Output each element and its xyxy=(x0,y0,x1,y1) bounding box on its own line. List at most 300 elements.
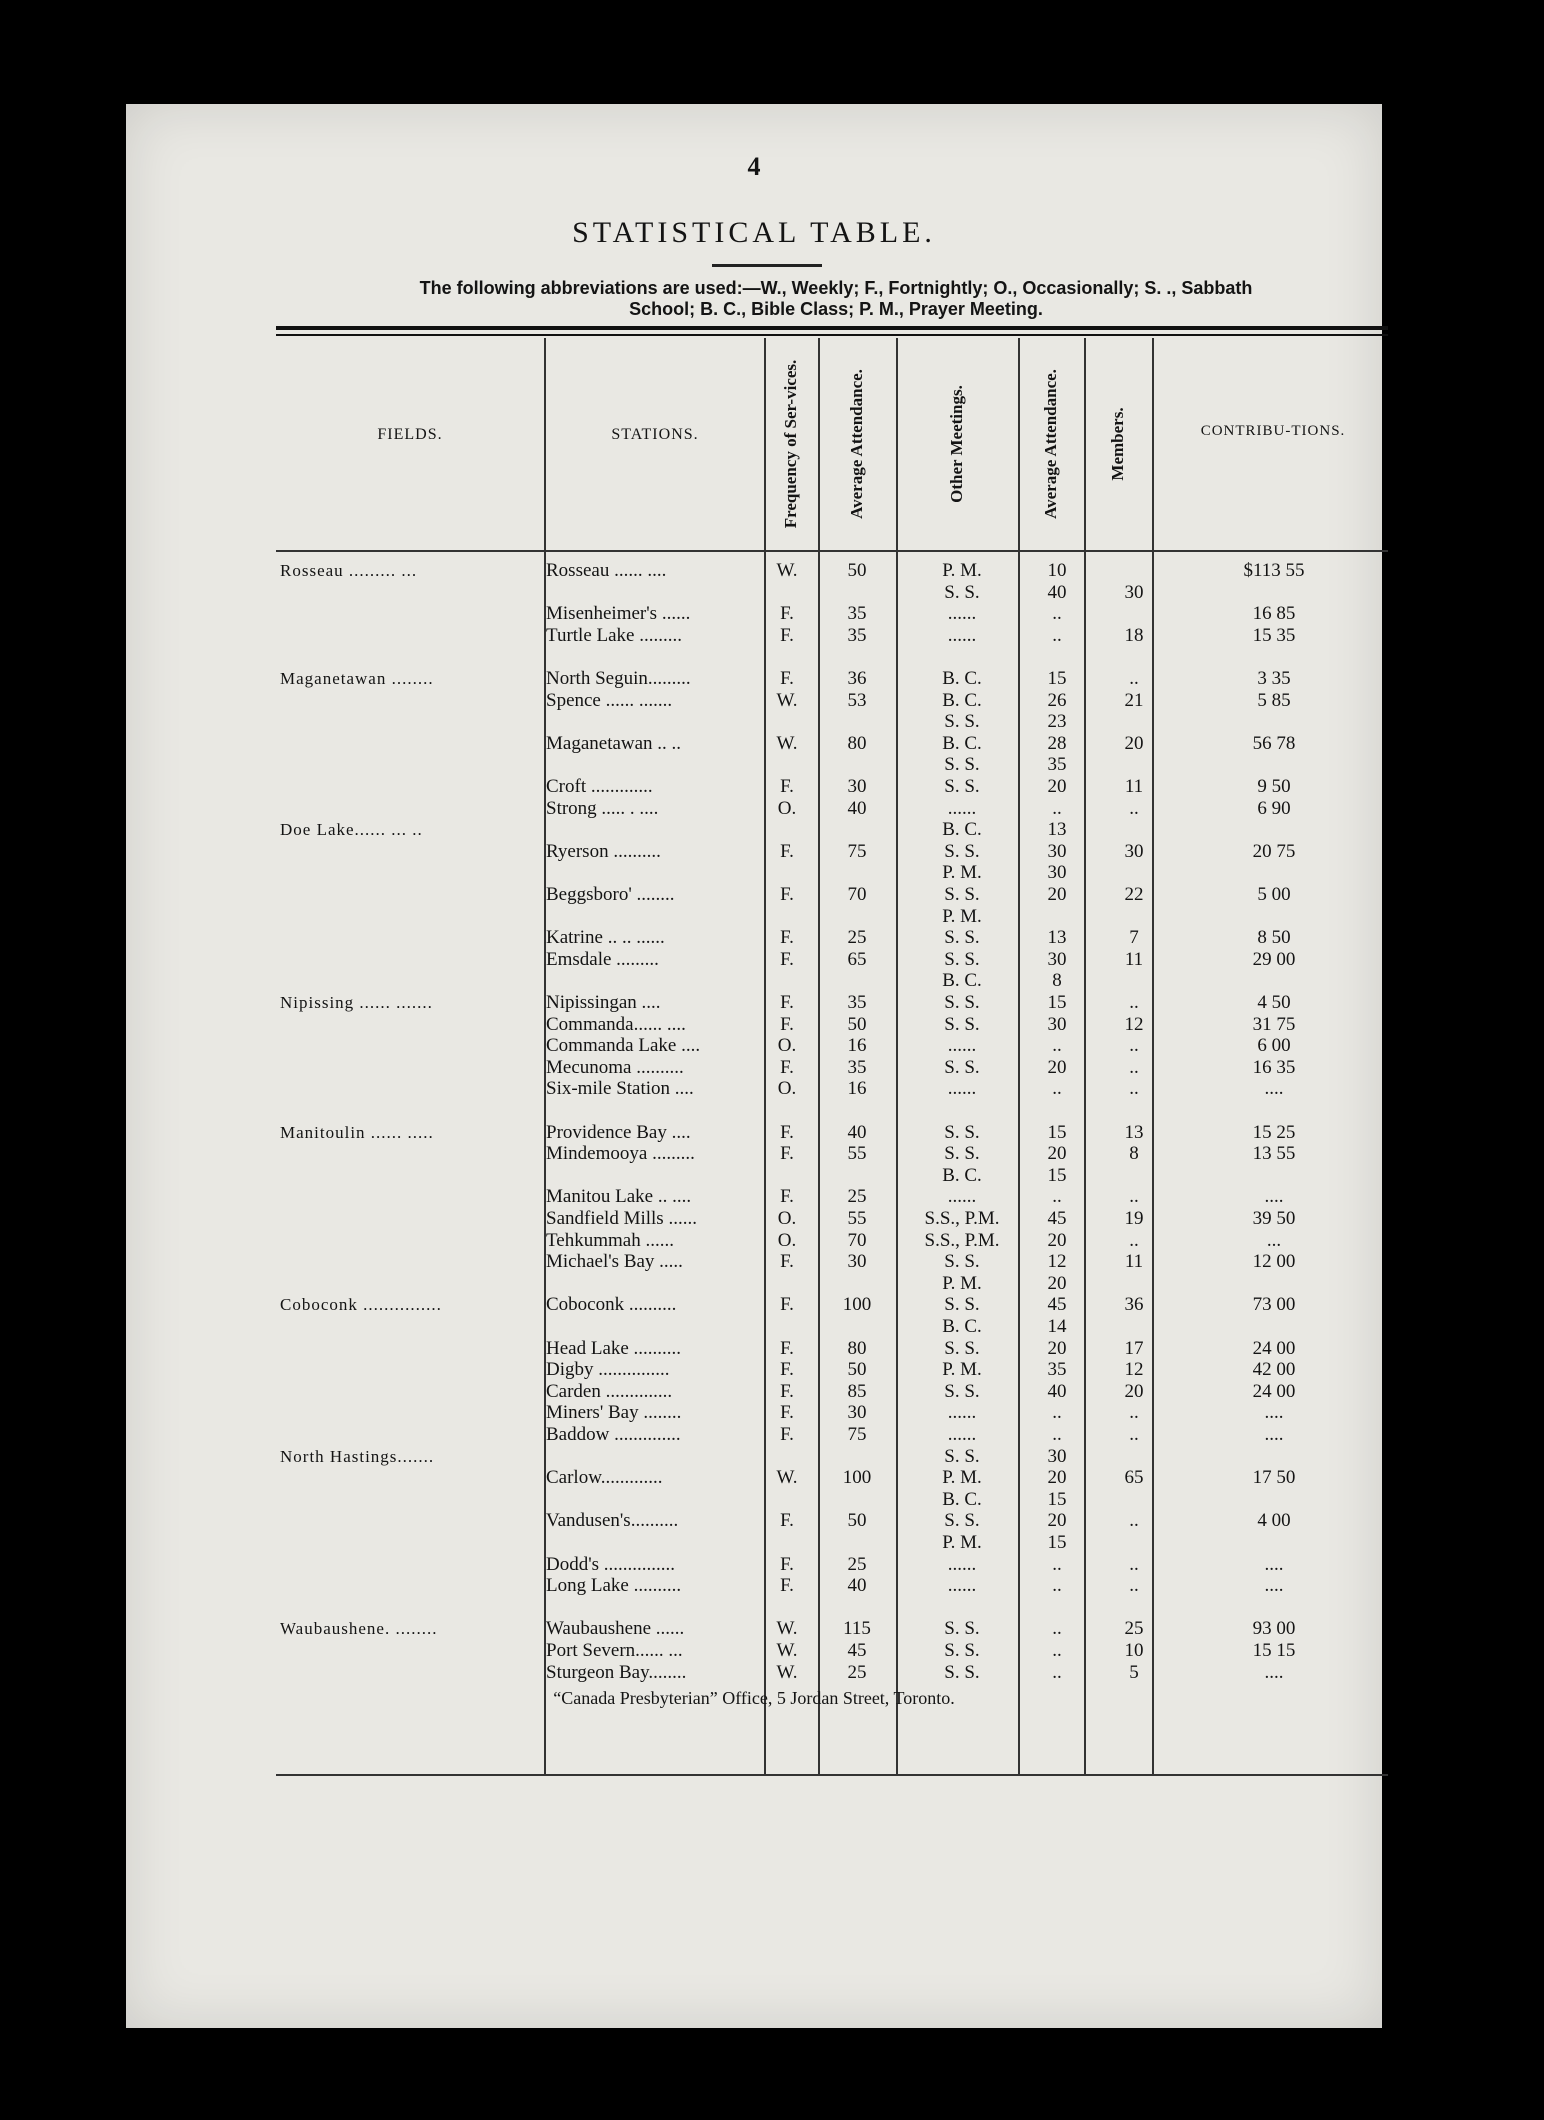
members-cell: 12 xyxy=(1124,1013,1144,1035)
table-row xyxy=(276,1100,1388,1122)
other-meetings-cell: S. S. xyxy=(944,884,980,905)
members-cell: .. xyxy=(1129,1402,1139,1424)
other-meetings-cell: B. C. xyxy=(942,668,982,689)
station-cell: Rosseau ...... .... xyxy=(546,560,667,581)
frequency-cell: F. xyxy=(780,776,794,797)
contributions-cell: .... xyxy=(1264,1661,1284,1683)
header-frequency: Frequency of Ser-vices. xyxy=(781,359,800,529)
other-meetings-cell: ...... xyxy=(947,603,977,625)
abbreviations-line-2: School; B. C., Bible Class; P. M., Prayer Meeting. xyxy=(629,299,1043,319)
other-attendance-cell: 30 xyxy=(1047,1445,1067,1467)
other-meetings-cell: P. M. xyxy=(942,1532,982,1553)
table-row xyxy=(276,668,1388,690)
frequency-cell: F. xyxy=(780,624,794,646)
header-members: Members. xyxy=(1108,407,1127,481)
field-cell: Nipissing ...... ....... xyxy=(280,993,433,1012)
station-cell: Head Lake .......... xyxy=(546,1337,682,1359)
contributions-cell: 3 35 xyxy=(1257,668,1291,689)
attendance-cell: 80 xyxy=(847,732,867,754)
attendance-cell: 35 xyxy=(847,1056,867,1078)
other-meetings-cell: S. S. xyxy=(944,1510,980,1532)
attendance-cell: 35 xyxy=(847,603,867,625)
members-cell: .. xyxy=(1129,1186,1139,1208)
other-attendance-cell: 40 xyxy=(1047,1380,1067,1402)
frequency-cell: F. xyxy=(780,1510,794,1532)
members-cell: 25 xyxy=(1124,1618,1144,1640)
station-cell: Spence ...... ....... xyxy=(546,689,673,711)
contributions-cell: .... xyxy=(1264,1402,1284,1424)
other-attendance-cell: 12 xyxy=(1047,1251,1067,1273)
other-attendance-cell: 20 xyxy=(1047,1056,1067,1078)
other-meetings-cell: ...... xyxy=(947,797,977,819)
frequency-cell: F. xyxy=(780,1424,794,1445)
frequency-cell: F. xyxy=(780,1402,794,1424)
header-other-meetings: Other Meetings. xyxy=(947,385,966,503)
other-attendance-cell: .. xyxy=(1052,603,1062,625)
other-attendance-cell: 15 xyxy=(1047,1532,1067,1553)
frequency-cell: W. xyxy=(776,1618,798,1640)
other-attendance-cell: 23 xyxy=(1047,711,1067,733)
attendance-cell: 115 xyxy=(843,1618,871,1640)
contributions-cell: 8 50 xyxy=(1257,927,1291,949)
other-meetings-cell: S. S. xyxy=(944,1445,980,1467)
frequency-cell: F. xyxy=(780,1359,794,1381)
page-footer: “Canada Presbyterian” Office, 5 Jordan Street, Toronto. xyxy=(553,1688,955,1708)
table-row xyxy=(276,927,1388,949)
frequency-cell: W. xyxy=(776,1640,798,1661)
frequency-cell: O. xyxy=(777,1229,797,1251)
table-row xyxy=(276,560,1388,582)
station-cell: Carlow............. xyxy=(546,1467,663,1489)
station-cell: Michael's Bay ..... xyxy=(546,1251,683,1273)
other-attendance-cell: 13 xyxy=(1047,927,1067,949)
other-meetings-cell: S. S. xyxy=(944,1640,980,1661)
attendance-cell: 80 xyxy=(847,1337,867,1359)
table-row xyxy=(276,1057,1388,1079)
table-row xyxy=(276,1251,1388,1273)
attendance-cell: 70 xyxy=(847,1229,867,1251)
other-attendance-cell: 8 xyxy=(1052,970,1062,992)
attendance-cell: 50 xyxy=(847,560,867,581)
other-meetings-cell: P. M. xyxy=(942,560,982,581)
members-cell: .. xyxy=(1129,668,1139,689)
table-row xyxy=(276,1618,1388,1640)
contributions-cell: 16 85 xyxy=(1252,603,1296,625)
station-cell: Baddow .............. xyxy=(546,1424,681,1445)
station-cell: Beggsboro' ........ xyxy=(546,884,675,905)
other-attendance-cell: 20 xyxy=(1047,1337,1067,1359)
page-number: 4 xyxy=(747,152,761,181)
station-cell: Commanda Lake .... xyxy=(546,1035,701,1057)
station-cell: Emsdale ......... xyxy=(546,948,659,970)
members-cell: 13 xyxy=(1124,1121,1144,1143)
table-row xyxy=(276,819,1388,841)
station-cell: Sturgeon Bay........ xyxy=(546,1661,687,1683)
station-cell: Manitou Lake .. .... xyxy=(546,1186,692,1208)
station-cell: Mindemooya ......... xyxy=(546,1143,695,1165)
frequency-cell: F. xyxy=(780,668,794,689)
table-row xyxy=(276,1424,1388,1446)
other-meetings-cell: P. M. xyxy=(942,1467,982,1489)
other-attendance-cell: .. xyxy=(1052,1640,1062,1661)
field-cell: Rosseau ......... ... xyxy=(280,561,418,580)
other-attendance-cell: 15 xyxy=(1047,1488,1067,1510)
frequency-cell: F. xyxy=(780,1251,794,1273)
frequency-cell: W. xyxy=(776,689,798,711)
other-meetings-cell: ...... xyxy=(947,1186,977,1208)
station-cell: Miners' Bay ........ xyxy=(546,1402,682,1424)
other-meetings-cell: P. M. xyxy=(942,1359,982,1381)
attendance-cell: 55 xyxy=(847,1143,867,1165)
other-meetings-cell: B. C. xyxy=(942,1488,982,1510)
members-cell: 5 xyxy=(1129,1661,1139,1683)
attendance-cell: 25 xyxy=(847,1661,867,1683)
other-meetings-cell: ...... xyxy=(947,1402,977,1424)
table-row xyxy=(276,1381,1388,1403)
attendance-cell: 36 xyxy=(847,668,867,689)
station-cell: Vandusen's.......... xyxy=(546,1510,679,1532)
other-meetings-cell: ...... xyxy=(947,624,977,646)
other-meetings-cell: S. S. xyxy=(944,1056,980,1078)
members-cell: 18 xyxy=(1124,624,1144,646)
frequency-cell: F. xyxy=(780,840,794,862)
contributions-cell: 16 35 xyxy=(1252,1056,1296,1078)
table-row xyxy=(276,798,1388,820)
frequency-cell: F. xyxy=(780,1143,794,1165)
frequency-cell: F. xyxy=(780,1575,794,1597)
station-cell: Carden .............. xyxy=(546,1380,673,1402)
station-cell: Turtle Lake ......... xyxy=(546,624,682,646)
attendance-cell: 30 xyxy=(847,776,867,797)
table-row xyxy=(276,1338,1388,1360)
field-cell: Maganetawan ........ xyxy=(280,669,434,688)
other-attendance-cell: .. xyxy=(1052,1186,1062,1208)
members-cell: 30 xyxy=(1124,840,1144,862)
frequency-cell: W. xyxy=(776,732,798,754)
frequency-cell: O. xyxy=(777,1035,797,1057)
contributions-cell: 15 35 xyxy=(1252,624,1296,646)
attendance-cell: 50 xyxy=(847,1013,867,1035)
attendance-cell: 35 xyxy=(847,624,867,646)
table-row xyxy=(276,1078,1388,1100)
other-attendance-cell: 30 xyxy=(1047,948,1067,970)
other-attendance-cell: 30 xyxy=(1047,840,1067,862)
members-cell: .. xyxy=(1129,992,1139,1013)
other-meetings-cell: P. M. xyxy=(942,1272,982,1294)
frequency-cell: F. xyxy=(780,1380,794,1402)
members-cell: 19 xyxy=(1124,1208,1144,1229)
contributions-cell: 13 55 xyxy=(1252,1143,1296,1165)
other-attendance-cell: 40 xyxy=(1047,581,1067,603)
frequency-cell: O. xyxy=(777,1208,797,1229)
table-row xyxy=(276,1640,1388,1662)
table-row xyxy=(276,690,1388,712)
other-meetings-cell: P. M. xyxy=(942,862,982,884)
table-row xyxy=(276,906,1388,928)
members-cell: 36 xyxy=(1124,1294,1144,1316)
header-contributions: CONTRIBU-TIONS. xyxy=(1200,423,1346,439)
table-row xyxy=(276,1035,1388,1057)
attendance-cell: 55 xyxy=(847,1208,867,1229)
table-row xyxy=(276,754,1388,776)
other-meetings-cell: S. S. xyxy=(944,1013,980,1035)
other-meetings-cell: B. C. xyxy=(942,732,982,754)
table-body xyxy=(276,338,1388,1794)
other-attendance-cell: 20 xyxy=(1047,776,1067,797)
contributions-cell: 93 00 xyxy=(1252,1618,1296,1640)
contributions-cell: 4 00 xyxy=(1257,1510,1291,1532)
other-attendance-cell: 20 xyxy=(1047,1229,1067,1251)
contributions-cell: 15 15 xyxy=(1252,1640,1296,1661)
other-attendance-cell: 28 xyxy=(1047,732,1067,754)
table-row xyxy=(276,1662,1388,1684)
frequency-cell: O. xyxy=(777,1078,797,1100)
attendance-cell: 75 xyxy=(847,1424,867,1445)
table-row xyxy=(276,1467,1388,1489)
members-cell: 10 xyxy=(1124,1640,1144,1661)
header-average-attendance: Average Attendance. xyxy=(847,369,866,519)
other-attendance-cell: 15 xyxy=(1047,1164,1067,1186)
members-cell: .. xyxy=(1129,1424,1139,1445)
members-cell: .. xyxy=(1129,1553,1139,1575)
other-attendance-cell: 20 xyxy=(1047,1143,1067,1165)
contributions-cell: 31 75 xyxy=(1252,1013,1296,1035)
other-attendance-cell: .. xyxy=(1052,1661,1062,1683)
table-row xyxy=(276,1554,1388,1576)
table-row xyxy=(276,1489,1388,1511)
other-meetings-cell: ...... xyxy=(947,1078,977,1100)
attendance-cell: 16 xyxy=(847,1035,867,1057)
other-attendance-cell: 45 xyxy=(1047,1208,1067,1229)
other-attendance-cell: .. xyxy=(1052,1424,1062,1445)
other-attendance-cell: 20 xyxy=(1047,1467,1067,1489)
table-row xyxy=(276,1122,1388,1144)
other-meetings-cell: ...... xyxy=(947,1035,977,1057)
other-meetings-cell: S. S. xyxy=(944,1337,980,1359)
other-meetings-cell: S. S. xyxy=(944,711,980,733)
station-cell: Croft ............. xyxy=(546,776,653,797)
other-meetings-cell: S. S. xyxy=(944,581,980,603)
frequency-cell: F. xyxy=(780,1186,794,1208)
table-row xyxy=(276,1575,1388,1597)
other-meetings-cell: S. S. xyxy=(944,1121,980,1143)
members-cell: .. xyxy=(1129,1056,1139,1078)
members-cell: 17 xyxy=(1124,1337,1144,1359)
other-attendance-cell: .. xyxy=(1052,1553,1062,1575)
other-attendance-cell: 45 xyxy=(1047,1294,1067,1316)
header-other-average-attendance: Average Attendance. xyxy=(1041,369,1060,519)
members-cell: .. xyxy=(1129,1575,1139,1597)
frequency-cell: W. xyxy=(776,560,798,581)
contributions-cell: 5 85 xyxy=(1257,689,1291,711)
frequency-cell: F. xyxy=(780,948,794,970)
field-cell: Doe Lake...... ... .. xyxy=(280,820,423,840)
other-meetings-cell: B. C. xyxy=(942,970,982,992)
frequency-cell: F. xyxy=(780,1337,794,1359)
members-cell: 20 xyxy=(1124,1380,1144,1402)
table-row xyxy=(276,1359,1388,1381)
other-attendance-cell: .. xyxy=(1052,797,1062,819)
table-row xyxy=(276,992,1388,1014)
attendance-cell: 100 xyxy=(842,1467,872,1489)
attendance-cell: 53 xyxy=(847,689,867,711)
table-row xyxy=(276,1143,1388,1165)
station-cell: Katrine .. .. ...... xyxy=(546,927,665,949)
table-row xyxy=(276,862,1388,884)
station-cell: Commanda...... .... xyxy=(546,1013,686,1035)
attendance-cell: 25 xyxy=(847,1553,867,1575)
members-cell: 30 xyxy=(1124,581,1144,603)
other-meetings-cell: ...... xyxy=(947,1424,977,1445)
table-row xyxy=(276,1186,1388,1208)
attendance-cell: 85 xyxy=(847,1380,867,1402)
other-attendance-cell: 20 xyxy=(1047,1510,1067,1532)
station-cell: Coboconk .......... xyxy=(546,1294,677,1316)
station-cell: North Seguin......... xyxy=(546,668,691,689)
attendance-cell: 30 xyxy=(847,1402,867,1424)
other-meetings-cell: S. S. xyxy=(944,1380,980,1402)
field-cell: North Hastings....... xyxy=(280,1446,435,1466)
contributions-cell: 20 75 xyxy=(1252,840,1296,862)
attendance-cell: 30 xyxy=(847,1251,867,1273)
members-cell: .. xyxy=(1129,1078,1139,1100)
heavy-rule xyxy=(276,326,1388,330)
other-attendance-cell: 15 xyxy=(1047,1121,1067,1143)
attendance-cell: 45 xyxy=(847,1640,867,1661)
contributions-cell: 24 00 xyxy=(1252,1337,1296,1359)
table-row xyxy=(276,1597,1388,1619)
frequency-cell: F. xyxy=(780,1294,794,1316)
other-meetings-cell: B. C. xyxy=(942,1164,982,1186)
frequency-cell: F. xyxy=(780,1056,794,1078)
members-cell: 7 xyxy=(1129,927,1139,949)
other-attendance-cell: .. xyxy=(1052,1078,1062,1100)
other-meetings-cell: S. S. xyxy=(944,992,980,1013)
attendance-cell: 70 xyxy=(847,884,867,905)
other-meetings-cell: S. S. xyxy=(944,1618,980,1640)
members-cell: 11 xyxy=(1124,1251,1144,1273)
table-row xyxy=(276,1294,1388,1316)
table-row xyxy=(276,1316,1388,1338)
other-attendance-cell: 13 xyxy=(1047,819,1067,841)
frequency-cell: F. xyxy=(780,1553,794,1575)
members-cell: 21 xyxy=(1124,689,1144,711)
contributions-cell: .... xyxy=(1264,1186,1284,1208)
other-attendance-cell: .. xyxy=(1052,1402,1062,1424)
station-cell: Waubaushene ...... xyxy=(546,1618,685,1640)
attendance-cell: 25 xyxy=(847,1186,867,1208)
members-cell: 65 xyxy=(1124,1467,1144,1489)
field-cell: Waubaushene. ........ xyxy=(280,1619,438,1639)
contributions-cell: 73 00 xyxy=(1252,1294,1296,1316)
table-row xyxy=(276,646,1388,668)
other-attendance-cell: 15 xyxy=(1047,992,1067,1013)
other-meetings-cell: S. S. xyxy=(944,1294,980,1316)
attendance-cell: 50 xyxy=(847,1510,867,1532)
attendance-cell: 40 xyxy=(847,1121,867,1143)
other-meetings-cell: S. S. xyxy=(944,754,980,776)
frequency-cell: F. xyxy=(780,603,794,625)
attendance-cell: 75 xyxy=(847,840,867,862)
frequency-cell: F. xyxy=(780,927,794,949)
frequency-cell: F. xyxy=(780,992,794,1013)
attendance-cell: 50 xyxy=(847,1359,867,1381)
table-row xyxy=(276,1446,1388,1468)
contributions-cell: .... xyxy=(1264,1553,1284,1575)
contributions-cell: 6 00 xyxy=(1257,1035,1291,1057)
other-meetings-cell: B. C. xyxy=(942,819,982,841)
table-row xyxy=(276,970,1388,992)
attendance-cell: 100 xyxy=(842,1294,872,1316)
station-cell: Ryerson .......... xyxy=(546,840,661,862)
contributions-cell: 15 25 xyxy=(1252,1121,1296,1143)
page-title: STATISTICAL TABLE. xyxy=(572,216,936,249)
frequency-cell: F. xyxy=(780,1013,794,1035)
other-attendance-cell: .. xyxy=(1052,1035,1062,1057)
other-attendance-cell: 14 xyxy=(1047,1316,1067,1337)
station-cell: Digby ............... xyxy=(546,1359,670,1381)
abbreviations-note xyxy=(276,278,1396,320)
frequency-cell: W. xyxy=(776,1661,798,1683)
station-cell: Dodd's ............... xyxy=(546,1553,676,1575)
other-meetings-cell: S. S. xyxy=(944,776,980,797)
contributions-cell: 6 90 xyxy=(1257,797,1291,819)
members-cell: 11 xyxy=(1124,776,1144,797)
station-cell: Six-mile Station .... xyxy=(546,1078,694,1100)
members-cell: 11 xyxy=(1124,948,1144,970)
table-row xyxy=(276,1208,1388,1230)
contributions-cell: 17 50 xyxy=(1252,1467,1296,1489)
table-row xyxy=(276,582,1388,604)
table-row xyxy=(276,1402,1388,1424)
other-meetings-cell: B. C. xyxy=(942,1316,982,1337)
other-attendance-cell: 10 xyxy=(1047,560,1067,581)
table-row xyxy=(276,1230,1388,1252)
field-cell: Coboconk ............... xyxy=(280,1295,442,1315)
contributions-cell: .... xyxy=(1264,1078,1284,1100)
other-attendance-cell: 20 xyxy=(1047,1272,1067,1294)
contributions-cell: 29 00 xyxy=(1252,948,1296,970)
station-cell: Nipissingan .... xyxy=(546,992,661,1013)
contributions-cell: 39 50 xyxy=(1252,1208,1296,1229)
other-attendance-cell: 35 xyxy=(1047,1359,1067,1381)
contributions-cell: 12 00 xyxy=(1252,1251,1296,1273)
table-row xyxy=(276,1532,1388,1554)
other-attendance-cell: 30 xyxy=(1047,862,1067,884)
station-cell: Sandfield Mills ...... xyxy=(546,1208,697,1229)
station-cell: Long Lake .......... xyxy=(546,1575,682,1597)
frequency-cell: W. xyxy=(776,1467,798,1489)
frequency-cell: F. xyxy=(780,884,794,905)
table-row xyxy=(276,711,1388,733)
other-attendance-cell: .. xyxy=(1052,624,1062,646)
members-cell: 8 xyxy=(1129,1143,1139,1165)
other-meetings-cell: ...... xyxy=(947,1575,977,1597)
title-underline xyxy=(712,264,822,267)
attendance-cell: 40 xyxy=(847,797,867,819)
other-attendance-cell: 30 xyxy=(1047,1013,1067,1035)
contributions-cell: 9 50 xyxy=(1257,776,1291,797)
other-attendance-cell: .. xyxy=(1052,1618,1062,1640)
station-cell: Port Severn...... ... xyxy=(546,1640,683,1661)
table-row xyxy=(276,1510,1388,1532)
other-meetings-cell: S. S. xyxy=(944,927,980,949)
contributions-cell: 4 50 xyxy=(1257,992,1291,1013)
other-meetings-cell: S.S., P.M. xyxy=(924,1229,1000,1251)
table-row xyxy=(276,841,1388,863)
members-cell: 12 xyxy=(1124,1359,1144,1381)
attendance-cell: 25 xyxy=(847,927,867,949)
